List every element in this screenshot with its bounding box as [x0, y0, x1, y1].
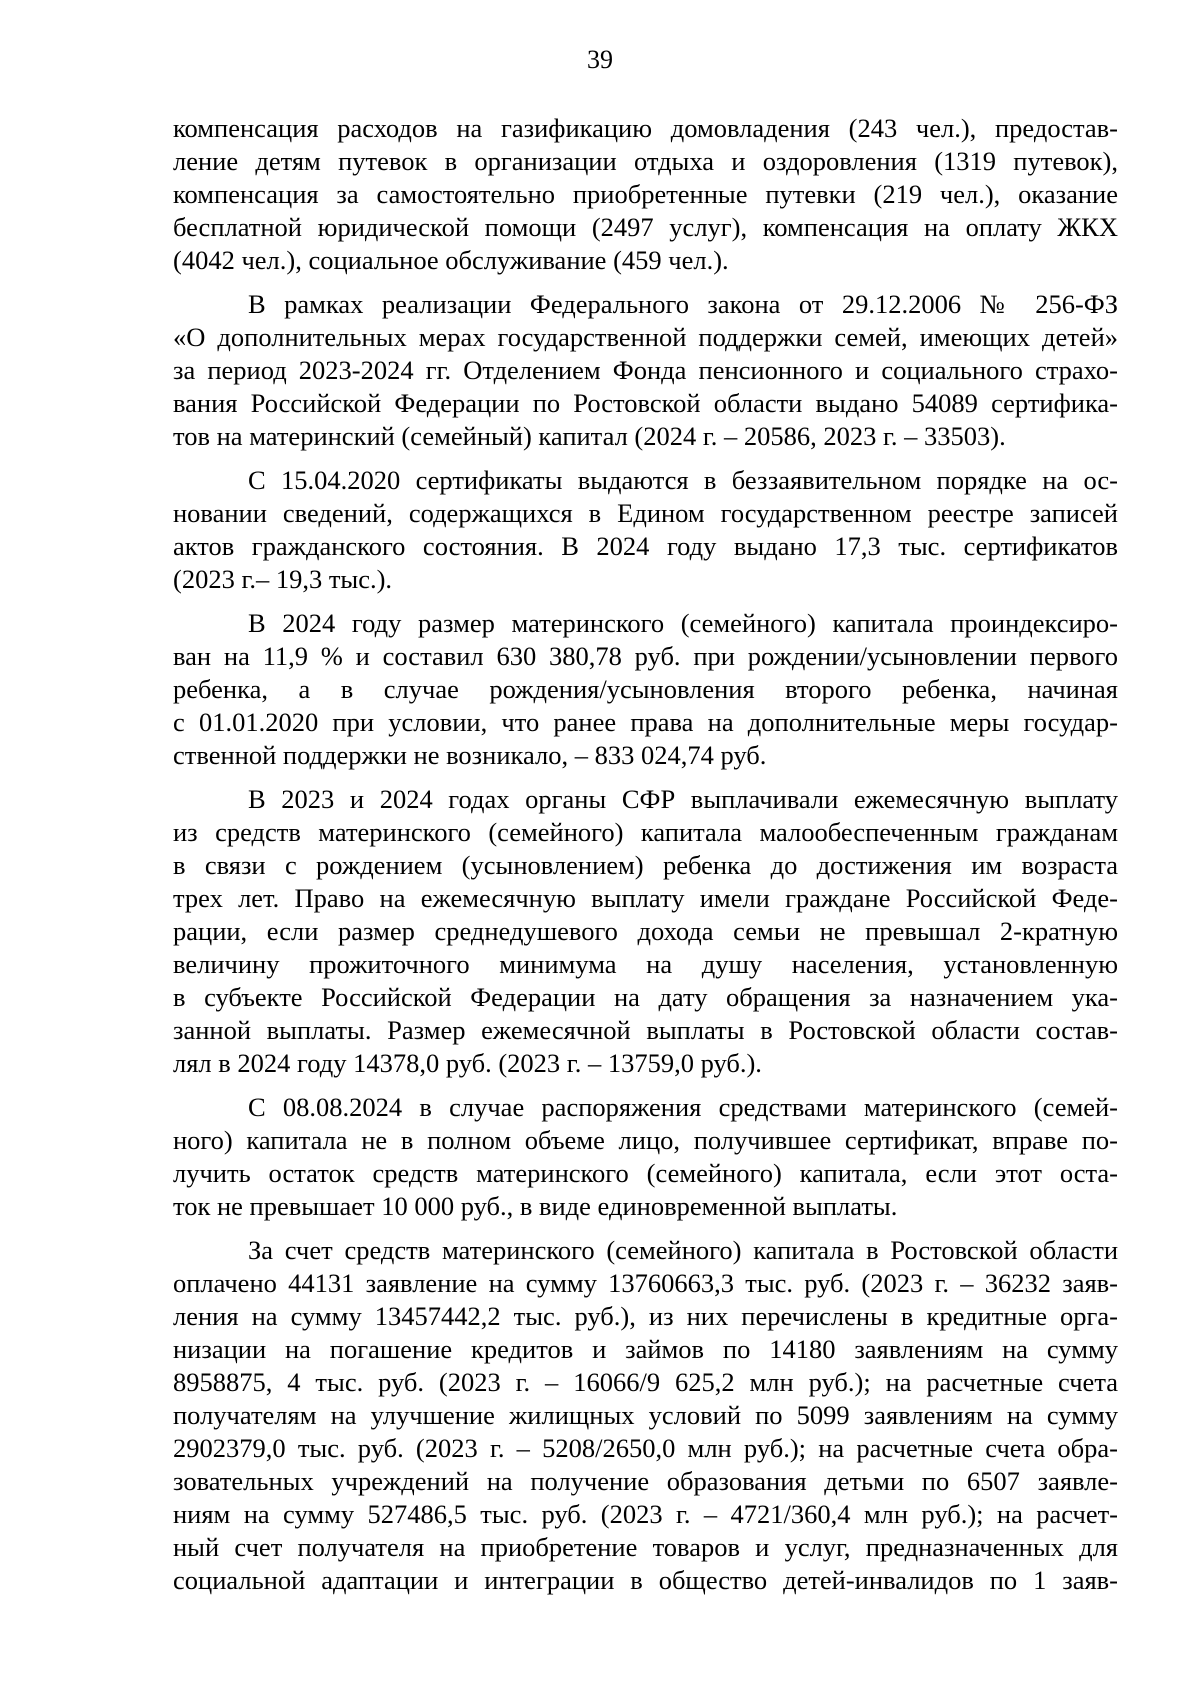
paragraph	[173, 112, 1118, 277]
text-line: оплачено 44131 заявление на сумму 13760663,3 тыс. руб. (2023 г. – 36232 заяв-	[173, 1268, 1118, 1298]
paragraph	[173, 1091, 1118, 1223]
text-line: с 01.01.2020 при условии, что ранее права на дополнительные меры государ-	[173, 707, 1118, 737]
text-line: В рамках реализации Федерального закона от 29.12.2006 № 256-ФЗ	[248, 289, 1118, 319]
paragraph	[173, 464, 1118, 596]
text-line: величину прожиточного минимума на душу населения, установленную	[173, 949, 1118, 979]
text-line: компенсация за самостоятельно приобретенные путевки (219 чел.), оказание	[173, 179, 1118, 209]
text-line: ниям на сумму 527486,5 тыс. руб. (2023 г. – 4721/360,4 млн руб.); на расчет-	[173, 1499, 1118, 1529]
paragraph	[173, 607, 1118, 772]
text-line: социальной адаптации и интеграции в общество детей-инвалидов по 1 заяв-	[173, 1565, 1118, 1595]
text-line: лял в 2024 году 14378,0 руб. (2023 г. – 13759,0 руб.).	[173, 1048, 762, 1078]
text-line: ток не превышает 10 000 руб., в виде единовременной выплаты.	[173, 1191, 898, 1221]
text-line: ван на 11,9 % и составил 630 380,78 руб. при рождении/усыновлении первого	[173, 641, 1118, 671]
text-line: С 08.08.2024 в случае распоряжения средствами материнского (семей-	[248, 1092, 1118, 1122]
text-line: получателям на улучшение жилищных условий по 5099 заявлениям на сумму	[173, 1400, 1118, 1430]
text-line: ного) капитала не в полном объеме лицо, получившее сертификат, вправе по-	[173, 1125, 1118, 1155]
text-line: ный счет получателя на приобретение товаров и услуг, предназначенных для	[173, 1532, 1118, 1562]
page-number: 39	[587, 45, 613, 74]
text-line: За счет средств материнского (семейного) капитала в Ростовской области	[248, 1235, 1118, 1265]
text-line: новании сведений, содержащихся в Едином государственном реестре записей	[173, 498, 1118, 528]
text-line: (2023 г.– 19,3 тыс.).	[173, 564, 393, 594]
text-line: В 2023 и 2024 годах органы СФР выплачивали ежемесячную выплату	[248, 784, 1118, 814]
text-line: тов на материнский (семейный) капитал (2024 г. – 20586, 2023 г. – 33503).	[173, 421, 1006, 451]
text-line: ребенка, а в случае рождения/усыновления второго ребенка, начиная	[173, 674, 1118, 704]
text-line: вания Российской Федерации по Ростовской области выдано 54089 сертифика-	[173, 388, 1118, 418]
text-line: за период 2023-2024 гг. Отделением Фонда пенсионного и социального страхо-	[173, 355, 1118, 385]
paragraph	[173, 288, 1118, 453]
text-line: трех лет. Право на ежемесячную выплату имели граждане Российской Феде-	[173, 883, 1118, 913]
text-line: С 15.04.2020 сертификаты выдаются в беззаявительном порядке на ос-	[248, 465, 1118, 495]
text-line: 8958875, 4 тыс. руб. (2023 г. – 16066/9 625,2 млн руб.); на расчетные счета	[173, 1367, 1118, 1397]
text-line: лучить остаток средств материнского (семейного) капитала, если этот оста-	[173, 1158, 1118, 1188]
text-line: рации, если размер среднедушевого дохода семьи не превышал 2-кратную	[173, 916, 1118, 946]
text-line: компенсация расходов на газификацию домовладения (243 чел.), предостав-	[173, 113, 1118, 143]
text-line: низации на погашение кредитов и займов по 14180 заявлениям на сумму	[173, 1334, 1118, 1364]
text-line: «О дополнительных мерах государственной поддержки семей, имеющих детей»	[173, 322, 1118, 352]
document-body	[173, 112, 1118, 1608]
text-line: актов гражданского состояния. В 2024 году выдано 17,3 тыс. сертификатов	[173, 531, 1118, 561]
text-line: В 2024 году размер материнского (семейного) капитала проиндексиро-	[248, 608, 1118, 638]
paragraph	[173, 783, 1118, 1080]
text-line: ления на сумму 13457442,2 тыс. руб.), из них перечислены в кредитные орга-	[173, 1301, 1118, 1331]
text-line: 2902379,0 тыс. руб. (2023 г. – 5208/2650,0 млн руб.); на расчетные счета обра-	[173, 1433, 1118, 1463]
text-line: в связи с рождением (усыновлением) ребенка до достижения им возраста	[173, 850, 1118, 880]
text-line: занной выплаты. Размер ежемесячной выплаты в Ростовской области состав-	[173, 1015, 1118, 1045]
text-line: зовательных учреждений на получение образования детьми по 6507 заявле-	[173, 1466, 1118, 1496]
text-line: в субъекте Российской Федерации на дату обращения за назначением ука-	[173, 982, 1118, 1012]
text-line: ственной поддержки не возникало, – 833 024,74 руб.	[173, 740, 767, 770]
text-line: (4042 чел.), социальное обслуживание (459 чел.).	[173, 245, 729, 275]
text-line: бесплатной юридической помощи (2497 услуг), компенсация на оплату ЖКХ	[173, 212, 1118, 242]
paragraph	[173, 1234, 1118, 1597]
text-line: ление детям путевок в организации отдыха и оздоровления (1319 путевок),	[173, 146, 1118, 176]
text-line: из средств материнского (семейного) капитала малообеспеченным гражданам	[173, 817, 1118, 847]
